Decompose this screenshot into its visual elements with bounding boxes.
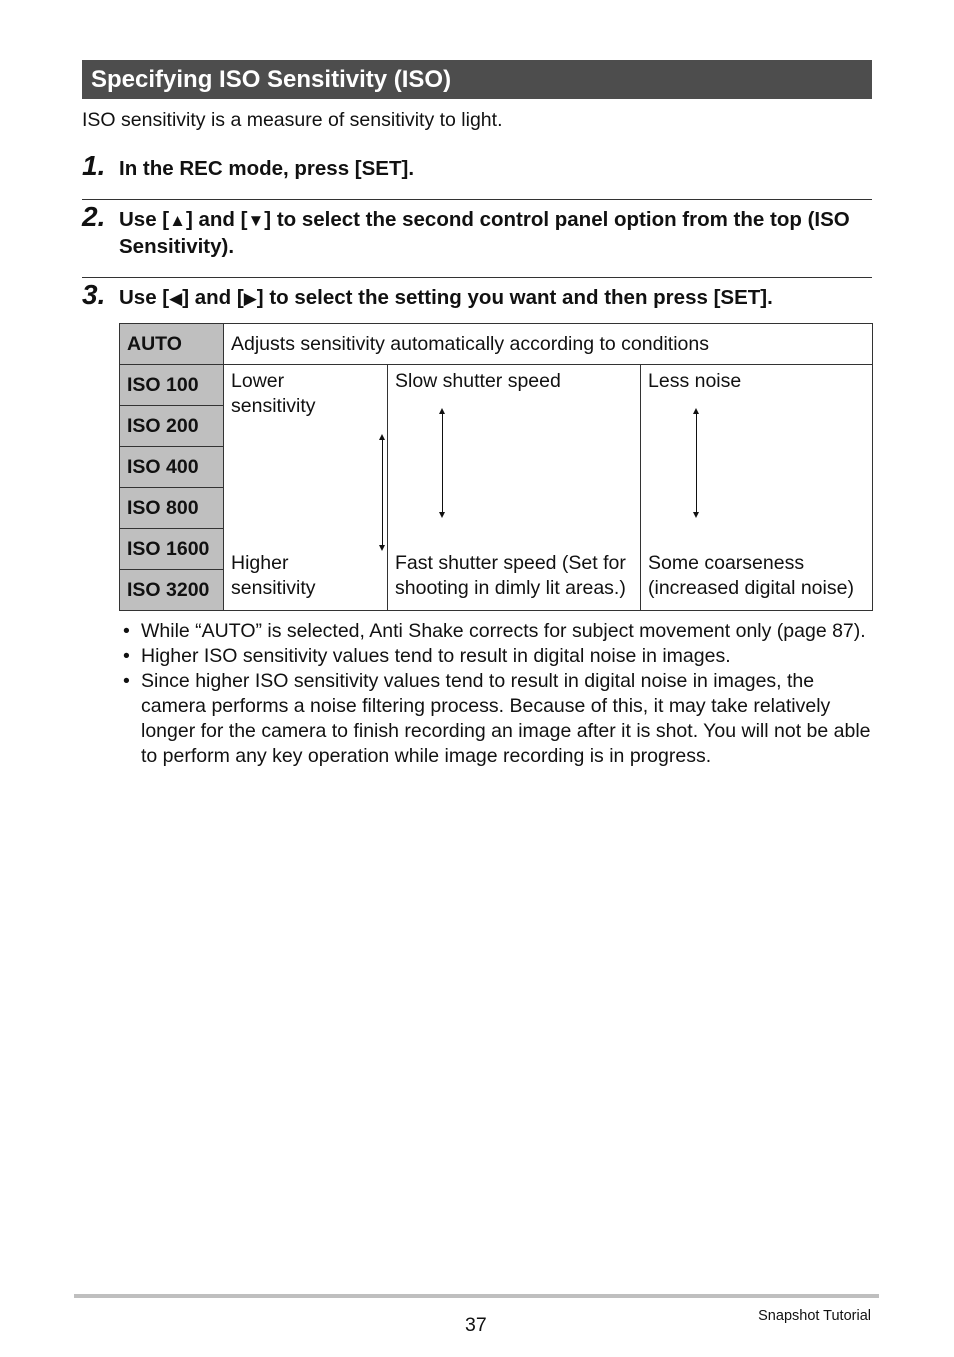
divider [82, 199, 872, 200]
iso-label-auto: AUTO [120, 324, 224, 365]
noise-column [641, 365, 873, 611]
step-text: Use [▲] and [▼] to select the second control panel option from the top (ISO Sensitivity). [119, 208, 850, 258]
step-number: 2. [82, 201, 106, 232]
iso-label: ISO 200 [120, 406, 224, 447]
sensitivity-low: Lower sensitivity [231, 370, 316, 417]
double-arrow-icon [691, 408, 702, 518]
section-title: Specifying ISO Sensitivity (ISO) [82, 60, 872, 99]
sensitivity-high: Higher sensitivity [231, 552, 316, 599]
divider [82, 277, 872, 278]
iso-label: ISO 100 [120, 365, 224, 406]
step-number: 1. [82, 150, 106, 181]
iso-label: ISO 1600 [120, 529, 224, 570]
shutter-slow: Slow shutter speed [395, 370, 561, 392]
noise-more: Some coarseness (increased digital noise) [648, 552, 854, 599]
up-arrow-icon: ▲ [169, 211, 186, 230]
step-number: 3. [82, 279, 106, 310]
iso-settings-table [119, 323, 873, 611]
shutter-column [388, 365, 641, 611]
down-arrow-icon: ▼ [247, 211, 265, 230]
iso-label: ISO 3200 [120, 570, 224, 611]
iso-label: ISO 800 [120, 488, 224, 529]
page-number: 37 [465, 1314, 487, 1336]
footer-section-name: Snapshot Tutorial [758, 1308, 871, 1324]
double-arrow-icon [377, 434, 388, 551]
double-arrow-icon [437, 408, 448, 518]
list-item: • Since higher ISO sensitivity values tend to result in digital noise in images, the camera performs a noise filtering process. Because of this, it may take relatively longer for the camera to finish recording an image after it is shot. You will not be able to perform any key operation while image recording is in progress. [123, 670, 871, 767]
left-arrow-icon: ◀ [169, 289, 183, 308]
right-arrow-icon: ▶ [243, 289, 257, 308]
intro-text: ISO sensitivity is a measure of sensitivity to light. [82, 109, 503, 131]
footer-divider [74, 1294, 879, 1298]
shutter-fast: Fast shutter speed (Set for shooting in dimly lit areas.) [395, 552, 626, 599]
auto-description: Adjusts sensitivity automatically according to conditions [224, 324, 873, 365]
step-text: Use [◀] and [▶] to select the setting you want and then press [SET]. [119, 286, 773, 309]
list-item: • While “AUTO” is selected, Anti Shake corrects for subject movement only (page 87). [123, 620, 866, 642]
table-row [120, 324, 873, 365]
notes-list [119, 619, 872, 769]
iso-label: ISO 400 [120, 447, 224, 488]
list-item: • Higher ISO sensitivity values tend to result in digital noise in images. [123, 645, 731, 667]
step-text: In the REC mode, press [SET]. [119, 157, 415, 180]
table-row [120, 365, 873, 406]
noise-less: Less noise [648, 370, 742, 392]
sensitivity-column [224, 365, 388, 611]
